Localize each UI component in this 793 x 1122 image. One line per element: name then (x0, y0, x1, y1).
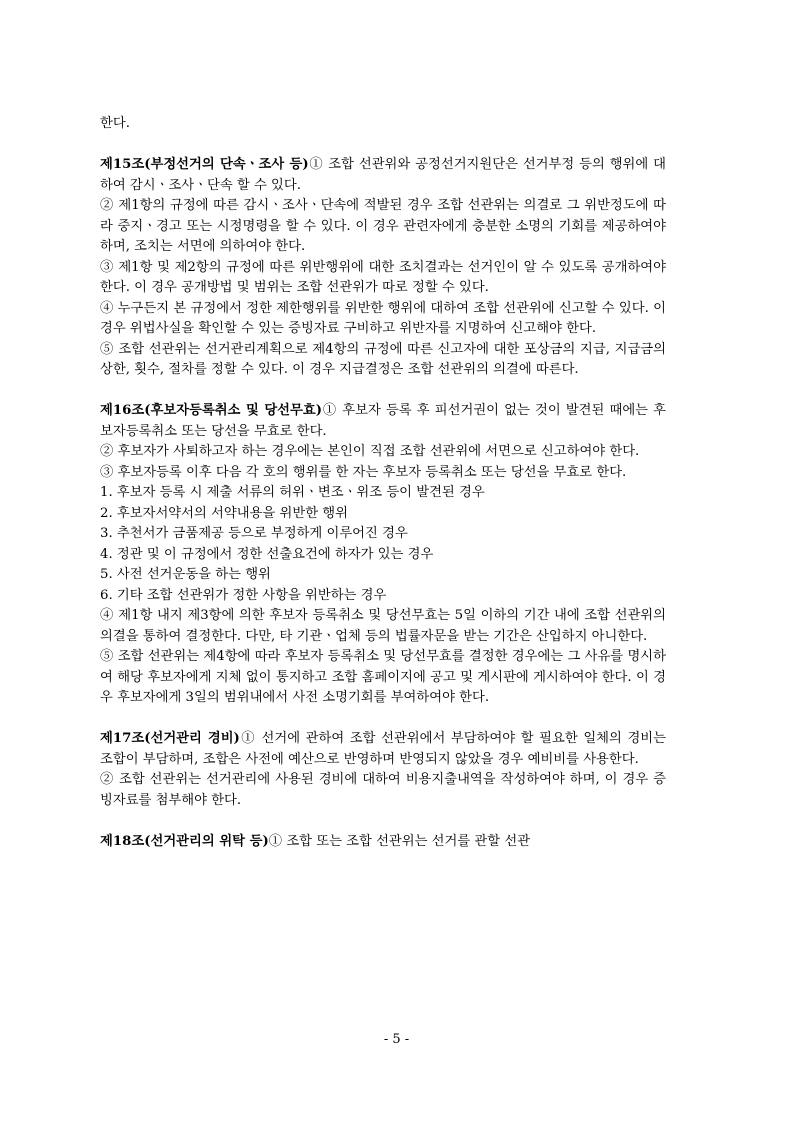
article-paragraph (100, 401, 666, 442)
article-title: 제15조(부정선거의 단속ㆍ조사 등) (100, 157, 309, 172)
article-paragraph: ② 제1항의 규정에 따른 감시ㆍ조사ㆍ단속에 적발된 경우 조합 선관위는 의결로 그 위반정도에 따라 중지ㆍ경고 또는 시정명령을 할 수 있다. 이 경우 관련자에게 충분한 소명의 기회를 제공하여야 하며, 조치는 서면에 의하여야 한다. (100, 198, 666, 254)
article-paragraph: ② 후보자가 사퇴하고자 하는 경우에는 본인이 직접 조합 선관위에 서면으로 신고하여야 한다. (100, 444, 640, 459)
list-item: 1. 후보자 등록 시 제출 서류의 허위ㆍ변조ㆍ위조 등이 발견된 경우 (100, 485, 485, 500)
article-title: 제17조(선거관리 경비) (100, 731, 240, 746)
article-paragraph (100, 832, 666, 853)
article-18 (100, 832, 666, 853)
article-paragraph: ④ 제1항 내지 제3항에 의한 후보자 등록취소 및 당선무효는 5일 이하의 기간 내에 조합 선관위의 의결을 통하여 결정한다. 다만, 타 기관ㆍ업체 등의 법률자문을 받는 기간은 산입하지 아니한다. (100, 608, 666, 644)
article-paragraph: ④ 누구든지 본 규정에서 정한 제한행위를 위반한 행위에 대하여 조합 선관위에 신고할 수 있다. 이 경우 위법사실을 확인할 수 있는 증빙자료 구비하고 위반자를 지명하여 신고해야 한다. (100, 300, 666, 336)
article-17 (100, 729, 666, 811)
article-title: 제18조(선거관리의 위탁 등) (100, 833, 269, 849)
list-item: 3. 추천서가 금품제공 등으로 부정하게 이루어진 경우 (100, 526, 408, 541)
article-first-paragraph: ① 조합 또는 조합 선관위는 선거를 관할 선관 (268, 833, 531, 849)
article-title: 제16조(후보자등록취소 및 당선무효) (100, 403, 323, 418)
article-paragraph: ⑤ 조합 선관위는 선거관리계획으로 제4항의 규정에 따른 신고자에 대한 포상금의 지급, 지급금의 상한, 횟수, 절차를 정할 수 있다. 이 경우 지급결정은 조합 선관위의 의결에 따른다. (100, 341, 666, 377)
list-item: 5. 사전 선거운동을 하는 행위 (100, 567, 271, 582)
list-item: 6. 기타 조합 선관위가 정한 사항을 위반하는 경우 (100, 587, 387, 603)
continuation-text: 한다. (100, 116, 130, 131)
list-item: 2. 후보자서약서의 서약내용을 위반한 행위 (100, 505, 348, 521)
article-15 (100, 155, 666, 381)
document-body (100, 114, 666, 852)
article-paragraph: ③ 후보자등록 이후 다음 각 호의 행위를 한 자는 후보자 등록취소 또는 당선을 무효로 한다. (100, 464, 627, 480)
article-first-paragraph: ① 선거에 관하여 조합 선관위에서 부담하여야 할 필요한 일체의 경비는 조합이 부담하며, 조합은 사전에 예산으로 반영하며 반영되지 않았을 경우 예비비를 사용한다. (100, 731, 666, 767)
article-paragraph: ⑤ 조합 선관위는 제4항에 따라 후보자 등록취소 및 당선무효를 결정한 경우에는 그 사유를 명시하여 해당 후보자에게 지체 없이 통지하고 조합 홈페이지에 공고 및 게시판에 게시하여야 한다. 이 경우 후보자에게 3일의 범위내에서 사전 소명기회를 부여하여야 한다. (100, 649, 666, 705)
article-first-paragraph: ① 조합 선관위와 공정선거지원단은 선거부정 등의 행위에 대하여 감시ㆍ조사ㆍ단속 할 수 있다. (100, 157, 666, 193)
article-paragraph: ③ 제1항 및 제2항의 규정에 따른 위반행위에 대한 조치결과는 선거인이 알 수 있도록 공개하여야 한다. 이 경우 공개방법 및 범위는 조합 선관위가 따로 정할 수 있다. (100, 259, 666, 295)
article-paragraph (100, 155, 666, 196)
list-item: 4. 정관 및 이 규정에서 정한 선출요건에 하자가 있는 경우 (100, 546, 434, 562)
article-paragraph (100, 729, 666, 770)
article-first-paragraph: ① 후보자 등록 후 피선거권이 없는 것이 발견된 때에는 후보자등록취소 또는 당선을 무효로 한다. (100, 403, 667, 439)
article-16 (100, 401, 666, 709)
article-paragraph: ② 조합 선관위는 선거관리에 사용된 경비에 대하여 비용지출내역을 작성하여야 하며, 이 경우 증빙자료를 첨부해야 한다. (100, 772, 666, 808)
page-number: - 5 - (383, 1032, 410, 1047)
